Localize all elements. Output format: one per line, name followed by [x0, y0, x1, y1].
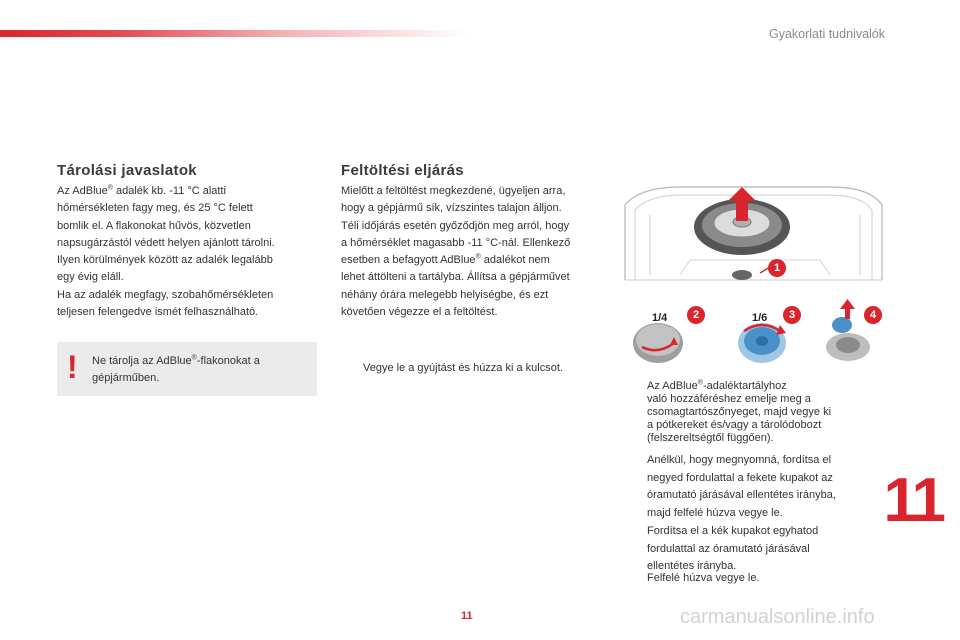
- header-accent-bar: [0, 30, 470, 37]
- adblue-tank-illustration: [620, 185, 890, 370]
- storage-paragraph: [57, 183, 307, 321]
- storage-line: napsugárzástól védett helyen ajánlott tárolni.: [57, 236, 275, 249]
- chapter-number: 11: [883, 466, 943, 535]
- watermark: carmanualsonline.info: [680, 606, 875, 628]
- filling-line: követően végezze el a feltöltést.: [341, 306, 498, 319]
- storage-line: Az AdBlue® adalék kb. -11 °C alatti: [57, 184, 226, 197]
- filling-paragraph: [341, 183, 603, 321]
- storage-line: hőmérsékleten fagy meg, és 25 °C felett: [57, 202, 253, 215]
- page-number: 11: [461, 610, 473, 622]
- warning-box: [57, 342, 317, 396]
- storage-line: egy évig eláll.: [57, 271, 124, 284]
- bullet-text: Vegye le a gyújtást és húzza ki a kulcsot.: [363, 362, 563, 374]
- bullet-text: Fordítsa el a kék kupakot egyhatod fordulattal az óramutató járásával ellentétes irányba.: [647, 525, 819, 572]
- step-badge-4: 4: [864, 306, 882, 324]
- step-badge-1: 1: [768, 259, 786, 277]
- filling-line: néhány órára melegebb helyiségbe, és ezt: [341, 288, 549, 301]
- quarter-turn-label: 1/4: [652, 312, 668, 324]
- filling-line: esetben a befagyott AdBlue® adalékot nem: [341, 253, 550, 267]
- tank-filler-icon: [732, 270, 752, 280]
- black-cap-icon: [633, 323, 683, 363]
- bullet-text: Felfelé húzva vegye le.: [647, 572, 760, 584]
- bullet-text: Anélkül, hogy megnyomná, fordítsa el negyed fordulattal a fekete kupakot az óramutató járásával ellentétes irányba, majd felfelé húzva vegye le.: [647, 454, 836, 519]
- storage-heading: Tárolási javaslatok: [57, 162, 197, 179]
- warning-icon: !: [67, 349, 78, 385]
- step-badge-2: 2: [687, 306, 705, 324]
- filling-line: hogy a gépjármű sík, vízszintes talajon álljon.: [341, 202, 562, 215]
- filling-line: Téli időjárás esetén győződjön meg arról, hogy: [341, 219, 570, 232]
- filling-line: lehet áttölteni a tartályba. Állítsa a gépjárművet: [341, 271, 570, 284]
- storage-line: Ha az adalék megfagy, szobahőmérsékleten: [57, 288, 274, 301]
- storage-line: bomlik el. A flakonokat hűvös, közvetlen: [57, 219, 251, 232]
- filling-heading: Feltöltési eljárás: [341, 162, 464, 179]
- step-badge-3: 3: [783, 306, 801, 324]
- warning-text: Ne tárolja az AdBlue®-flakonokat a gépjárműben.: [92, 354, 260, 384]
- section-title: Gyakorlati tudnivalók: [768, 27, 885, 41]
- storage-line: teljesen felengedve ismét felhasználható.: [57, 306, 259, 319]
- storage-line: Ilyen körülmények között az adalék legalább: [57, 254, 273, 267]
- sixth-turn-label: 1/6: [752, 312, 768, 324]
- filling-line: Mielőtt a feltöltést megkezdené, ügyeljen arra,: [341, 185, 566, 197]
- blue-cap-icon: [738, 323, 786, 363]
- bullet-text: Az AdBlue®-adaléktartályhoz való hozzáféréshez emelje meg a csomagtartószőnyeget, majd vegye ki a pótkereket és/vagy a tárolódobozt (felszereltségtől függően).: [647, 379, 832, 444]
- filling-line: a hőmérséklet magasabb -11 °C-nál. Ellenkező: [341, 236, 571, 249]
- open-filler-icon: [826, 299, 870, 361]
